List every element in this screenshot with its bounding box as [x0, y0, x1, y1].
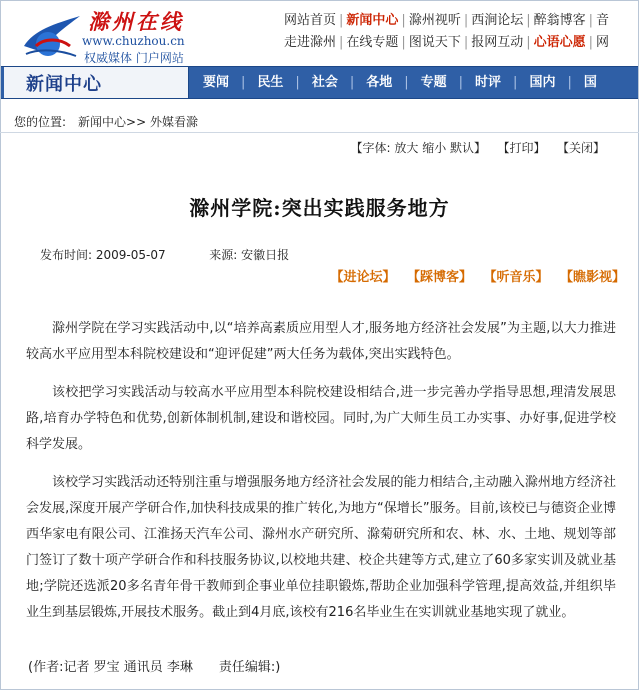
article-meta: [40, 246, 289, 263]
font-default-link[interactable]: 默认】: [450, 141, 487, 155]
print-link[interactable]: 【打印】: [497, 141, 546, 155]
quick-links: [312, 266, 625, 285]
top-links-row-1: 网站首页 | 新闻中心 | 滁州视听 | 西涧论坛 | 醉翁博客 | 音: [284, 13, 610, 28]
nav-item-international[interactable]: 国: [583, 75, 597, 90]
breadcrumb-label: 您的位置:: [14, 115, 67, 129]
close-link[interactable]: 【关闭】: [556, 141, 605, 155]
nav-item-regions[interactable]: 各地: [366, 75, 393, 90]
article-credit: [28, 656, 280, 675]
nav-item-headlines[interactable]: 要闻: [203, 75, 230, 90]
toplink-web[interactable]: 网: [596, 35, 610, 50]
toplink-wishes[interactable]: 心语心愿: [533, 35, 586, 50]
divider: [0, 132, 639, 133]
quicklink-blog[interactable]: 【踩博客】: [413, 270, 472, 285]
article-tools: [350, 139, 605, 156]
nav-item-domestic[interactable]: 国内: [529, 75, 556, 90]
font-size-label: 【字体:: [350, 141, 391, 155]
font-shrink-link[interactable]: 缩小: [422, 141, 447, 155]
top-links: [284, 10, 639, 54]
nav-item-livelihood[interactable]: 民生: [257, 75, 284, 90]
nav-item-topics[interactable]: 专题: [420, 75, 447, 90]
article-paragraph: 该校学习实践活动还特别注重与增强服务地方经济社会发展的能力相结合,主动融入滁州地方经济社会发展,深度开展产学研合作,加快科技成果的推广转化,为地方“保增长”服务。目前,该校已与德资企业博西华家电有限公司、江淮扬天汽车公司、滁州水产研究所、滁菊研究所和农、林、水、土地、规划等部门签订了数十项产学研合作和科技服务协议,以校地共建、校企共建等方式,建立了60多家实训及就业基地;学院还选派20多名青年骨干教师到企事业单位挂职锻炼,帮助企业加强科学管理,提高效益,并组织毕业生到基层锻炼,开展技术服务。截止到4月底,该校有216名毕业生在实训就业基地实现了就业。: [26, 475, 616, 620]
toplink-home[interactable]: 网站首页: [284, 13, 337, 28]
toplink-news-center[interactable]: 新闻中心: [346, 13, 399, 28]
logo-emblem-icon: [20, 8, 84, 60]
publish-label: 发布时间:: [40, 248, 93, 262]
nav-items: 要闻 | 民生 | 社会 | 各地 | 专题 | 时评 | 国内 | 国: [191, 67, 609, 98]
article-body: [26, 316, 616, 638]
nav-item-society[interactable]: 社会: [311, 75, 338, 90]
top-links-row-2: 走进滁州 | 在线专题 | 图说天下 | 报网互动 | 心语心愿 | 网: [284, 35, 610, 50]
quicklink-forum[interactable]: 【进论坛】: [330, 270, 396, 285]
toplink-topics[interactable]: 在线专题: [346, 35, 399, 50]
site-url: www.chuzhou.cn: [82, 34, 185, 48]
editor-credit: 责任编辑:): [218, 660, 281, 675]
article-title: 滁州学院:突出实践服务地方: [189, 196, 450, 220]
site-title: 滁州在线: [88, 9, 184, 34]
toplink-about-chuzhou[interactable]: 走进滁州: [284, 35, 337, 50]
toplink-music[interactable]: 音: [596, 13, 610, 28]
toplink-interaction[interactable]: 报网互动: [471, 35, 524, 50]
breadcrumb: [14, 113, 198, 130]
author-credit: (作者:记者 罗宝 通讯员 李琳: [28, 660, 193, 675]
source-label: 来源:: [209, 248, 238, 262]
toplink-blog[interactable]: 醉翁博客: [533, 13, 586, 28]
site-logo[interactable]: [20, 6, 210, 65]
quicklink-music[interactable]: 【听音乐】: [489, 270, 549, 285]
article-paragraph: 滁州学院在学习实践活动中,以“培养高素质应用型人才,服务地方经济社会发展”为主题,以大力推进较高水平应用型本科院校建设和“迎评促建”两大任务为载体,突出实践特色。: [26, 321, 616, 362]
nav-item-commentary[interactable]: 时评: [475, 75, 502, 90]
toplink-video[interactable]: 滁州视听: [408, 13, 461, 28]
section-tab-label: 新闻中心: [26, 74, 102, 95]
toplink-pictures[interactable]: 图说天下: [408, 35, 461, 50]
section-tab[interactable]: [4, 67, 189, 98]
article-paragraph: 该校把学习实践活动与较高水平应用型本科院校建设相结合,进一步完善办学指导思想,理清发展思路,培育办学特色和优势,创新体制机制,建设和谐校园。同时,为广大师生员工办实事、办好事,促进学校科学发展。: [26, 385, 616, 452]
quicklink-video[interactable]: 【瞧影视】: [566, 270, 625, 285]
site-slogan: 权威媒体 门户网站: [84, 51, 184, 65]
breadcrumb-path[interactable]: 新闻中心>> 外媒看滁: [78, 115, 198, 129]
publish-date: 2009-05-07: [95, 248, 166, 262]
main-nav-bar: [1, 66, 638, 99]
font-enlarge-link[interactable]: 放大: [394, 141, 419, 155]
source-name: 安徽日报: [241, 248, 290, 262]
toplink-forum[interactable]: 西涧论坛: [471, 13, 524, 28]
